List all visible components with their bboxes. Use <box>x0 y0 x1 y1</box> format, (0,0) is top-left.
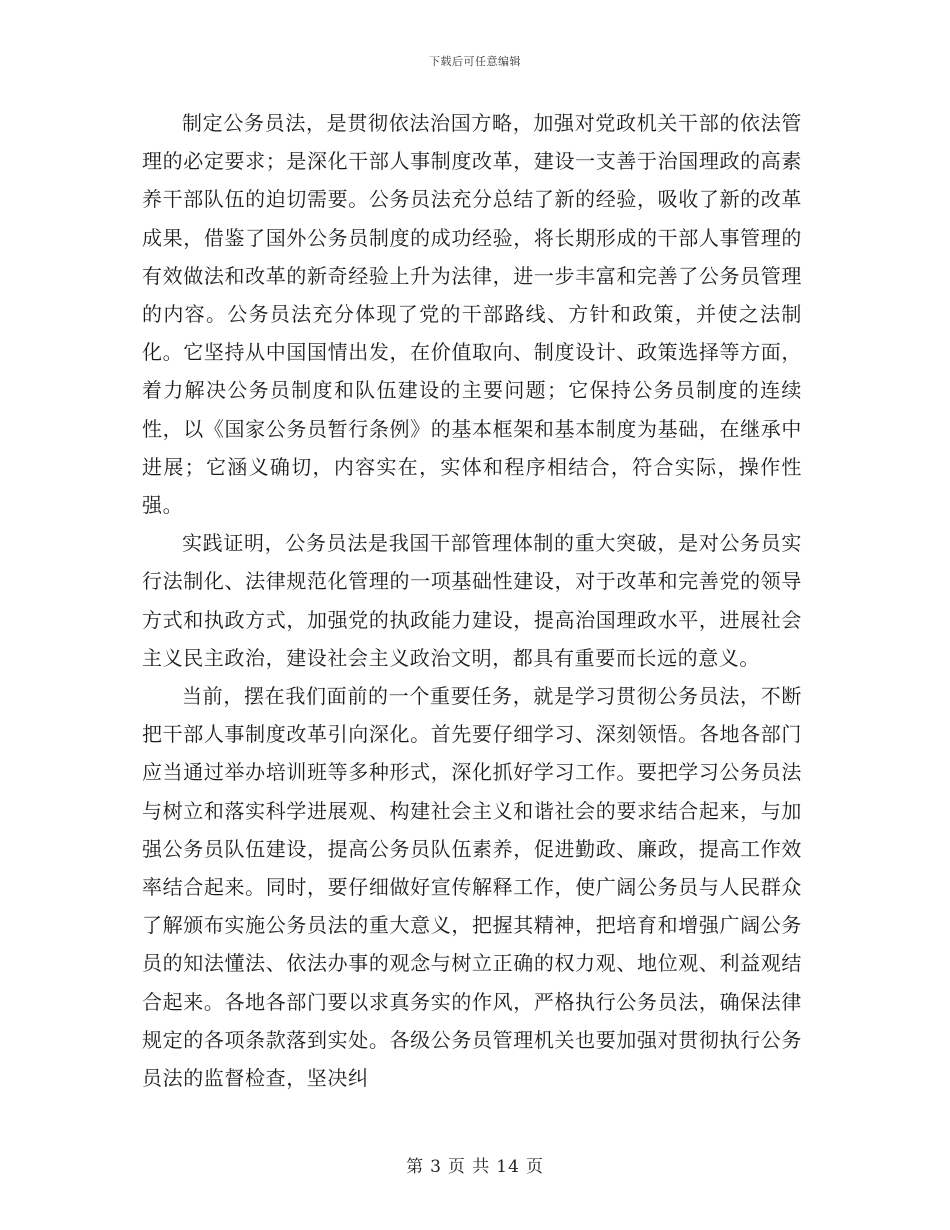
paragraph-1: 制定公务员法，是贯彻依法治国方略，加强对党政机关干部的依法管理的必定要求；是深化干部人事制度改革，建设一支善于治国理政的高素养干部队伍的迫切需要。公务员法充分总结了新的经验，吸收了新的改革成果，借鉴了国外公务员制度的成功经验，将长期形成的干部人事管理的有效做法和改革的新奇经验上升为法律，进一步丰富和完善了公务员管理的内容。公务员法充分体现了党的干部路线、方针和政策，并使之法制化。它坚持从中国国情出发，在价值取向、制度设计、政策选择等方面，着力解决公务员制度和队伍建设的主要问题；它保持公务员制度的连续性，以《国家公务员暂行条例》的基本框架和基本制度为基础，在继承中进展；它涵义确切，内容实在，实体和程序相结合，符合实际，操作性强。 <box>142 111 802 518</box>
page-footer <box>0 1152 950 1177</box>
paragraph-3: 当前，摆在我们面前的一个重要任务，就是学习贯彻公务员法，不断把干部人事制度改革引向深化。首先要仔细学习、深刻领悟。各地各部门应当通过举办培训班等多种形式，深化抓好学习工作。要把学习公务员法与树立和落实科学进展观、构建社会主义和谐社会的要求结合起来，与加强公务员队伍建设，提高公务员队伍素养，促进勤政、廉政，提高工作效率结合起来。同时，要仔细做好宣传解释工作，使广阔公务员与人民群众了解颁布实施公务员法的重大意义，把握其精神，把培育和增强广阔公务员的知法懂法、依法办事的观念与树立正确的权力观、地位观、利益观结合起来。各地各部门要以求真务实的作风，严格执行公务员法，确保法律规定的各项条款落到实处。各级公务员管理机关也要加强对贯彻执行公务员法的监督检查，坚决纠 <box>142 684 802 1091</box>
paragraph-2: 实践证明，公务员法是我国干部管理体制的重大突破，是对公务员实行法制化、法律规范化管理的一项基础性建设，对于改革和完善党的领导方式和执政方式，加强党的执政能力建设，提高治国理政水平，进展社会主义民主政治，建设社会主义政治文明，都具有重要而长远的意义。 <box>142 531 802 670</box>
footer-middle: 页 共 <box>447 1157 491 1177</box>
footer-current-page: 3 <box>430 1157 442 1177</box>
document-body <box>142 104 802 1097</box>
footer-total-pages: 14 <box>496 1157 520 1177</box>
page-header: 下载后可任意编辑 <box>429 55 521 68</box>
footer-suffix: 页 <box>525 1157 544 1177</box>
footer-prefix: 第 <box>406 1157 425 1177</box>
